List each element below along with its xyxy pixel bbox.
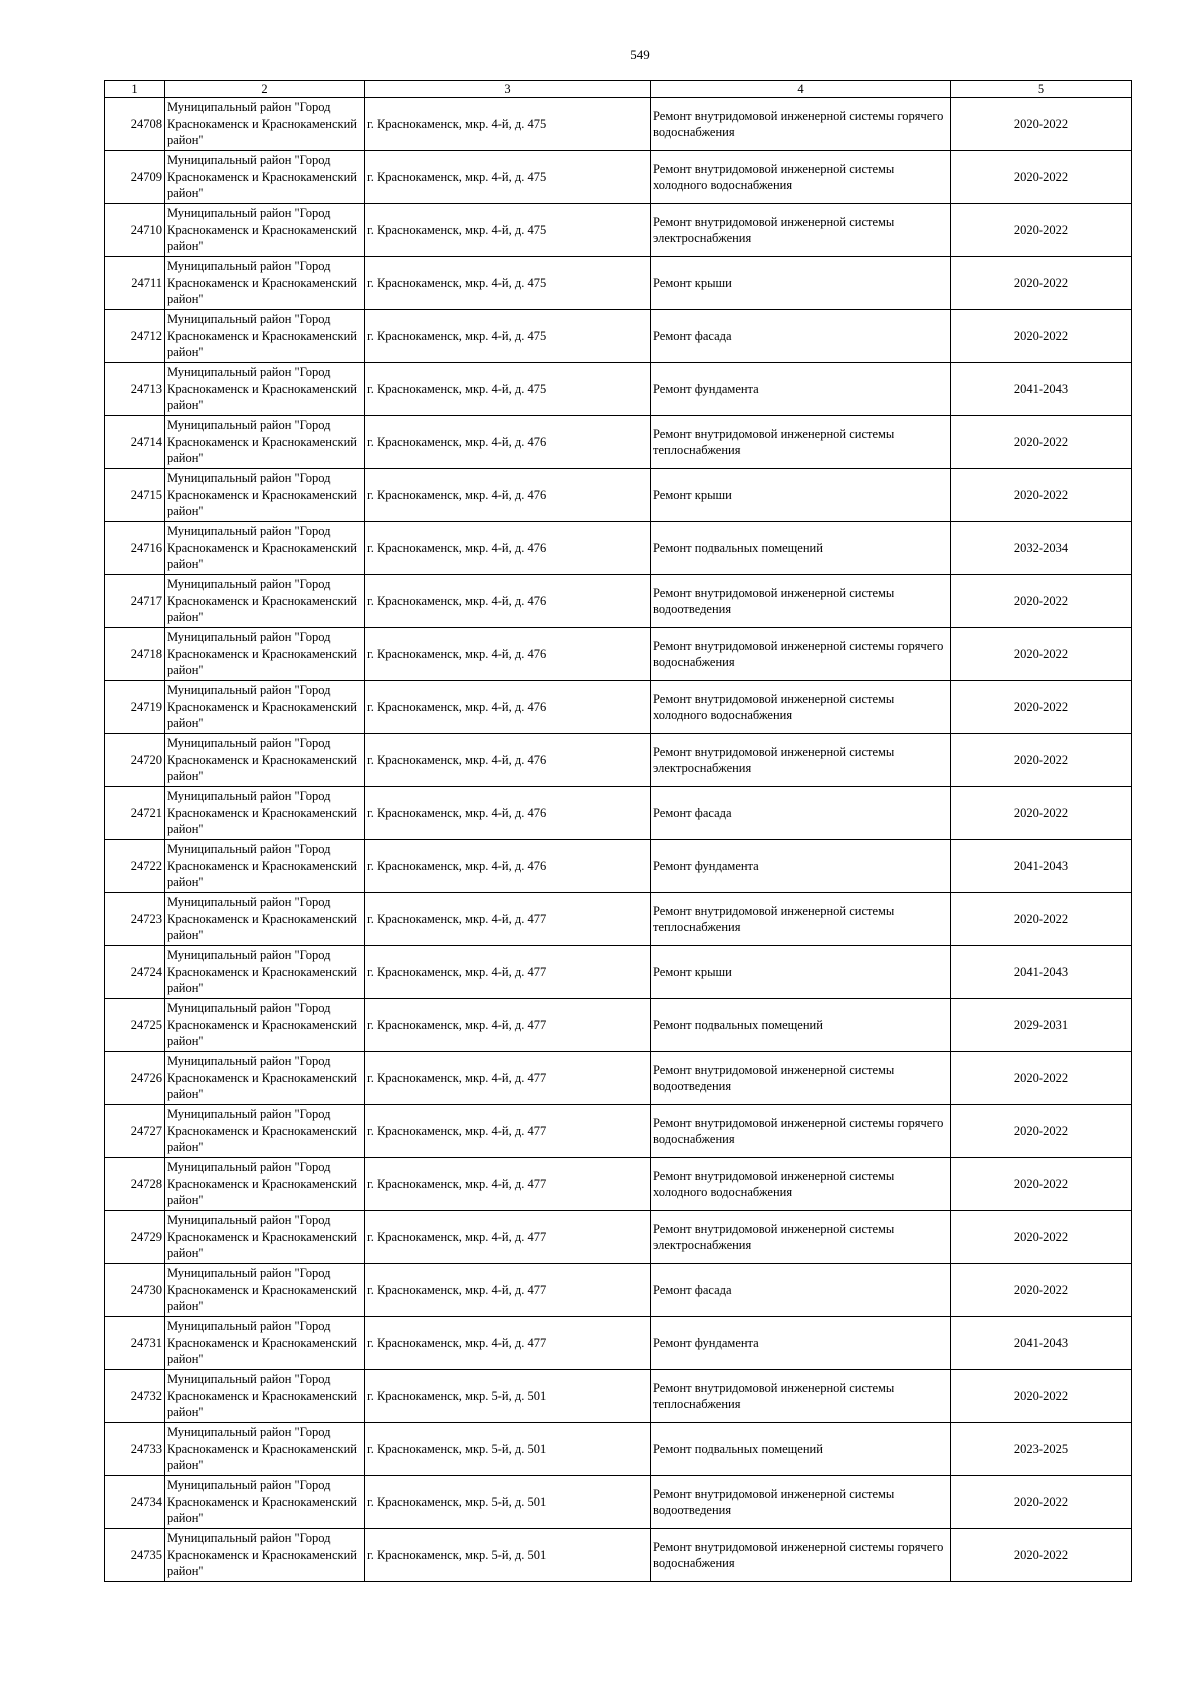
column-header-2: 2 [165, 81, 365, 98]
work-type-cell: Ремонт фасада [651, 310, 951, 363]
work-type-cell: Ремонт крыши [651, 469, 951, 522]
municipality-cell: Муниципальный район "Город Краснокаменск и Краснокаменский район" [165, 681, 365, 734]
address-cell: г. Краснокаменск, мкр. 4-й, д. 476 [365, 522, 651, 575]
row-number: 24729 [105, 1211, 165, 1264]
table-row [105, 1264, 1132, 1317]
period-cell: 2020-2022 [951, 204, 1132, 257]
address-cell: г. Краснокаменск, мкр. 5-й, д. 501 [365, 1370, 651, 1423]
table-row [105, 1370, 1132, 1423]
table-row [105, 628, 1132, 681]
period-cell: 2041-2043 [951, 363, 1132, 416]
municipality-cell: Муниципальный район "Город Краснокаменск и Краснокаменский район" [165, 1105, 365, 1158]
address-cell: г. Краснокаменск, мкр. 4-й, д. 477 [365, 1158, 651, 1211]
row-number: 24711 [105, 257, 165, 310]
municipality-cell: Муниципальный район "Город Краснокаменск и Краснокаменский район" [165, 98, 365, 151]
period-cell: 2020-2022 [951, 787, 1132, 840]
row-number: 24710 [105, 204, 165, 257]
work-type-cell: Ремонт внутридомовой инженерной системы холодного водоснабжения [651, 681, 951, 734]
table-row [105, 416, 1132, 469]
municipality-cell: Муниципальный район "Город Краснокаменск и Краснокаменский район" [165, 999, 365, 1052]
work-type-cell: Ремонт подвальных помещений [651, 999, 951, 1052]
address-cell: г. Краснокаменск, мкр. 4-й, д. 476 [365, 575, 651, 628]
work-type-cell: Ремонт внутридомовой инженерной системы электроснабжения [651, 1211, 951, 1264]
row-number: 24718 [105, 628, 165, 681]
address-cell: г. Краснокаменск, мкр. 5-й, д. 501 [365, 1476, 651, 1529]
work-type-cell: Ремонт фундамента [651, 1317, 951, 1370]
municipality-cell: Муниципальный район "Город Краснокаменск и Краснокаменский район" [165, 469, 365, 522]
table-row [105, 310, 1132, 363]
municipality-cell: Муниципальный район "Город Краснокаменск и Краснокаменский район" [165, 1264, 365, 1317]
row-number: 24733 [105, 1423, 165, 1476]
table-row [105, 1052, 1132, 1105]
address-cell: г. Краснокаменск, мкр. 4-й, д. 477 [365, 1052, 651, 1105]
work-type-cell: Ремонт крыши [651, 257, 951, 310]
table-row [105, 522, 1132, 575]
period-cell: 2020-2022 [951, 628, 1132, 681]
table-row [105, 204, 1132, 257]
row-number: 24709 [105, 151, 165, 204]
row-number: 24717 [105, 575, 165, 628]
period-cell: 2020-2022 [951, 1052, 1132, 1105]
work-type-cell: Ремонт внутридомовой инженерной системы водоотведения [651, 1052, 951, 1105]
work-type-cell: Ремонт крыши [651, 946, 951, 999]
table-row [105, 946, 1132, 999]
table-row [105, 1211, 1132, 1264]
row-number: 24732 [105, 1370, 165, 1423]
row-number: 24716 [105, 522, 165, 575]
address-cell: г. Краснокаменск, мкр. 4-й, д. 477 [365, 893, 651, 946]
table-row [105, 1476, 1132, 1529]
table-body [105, 98, 1132, 1582]
municipality-cell: Муниципальный район "Город Краснокаменск и Краснокаменский район" [165, 893, 365, 946]
row-number: 24715 [105, 469, 165, 522]
work-type-cell: Ремонт внутридомовой инженерной системы теплоснабжения [651, 1370, 951, 1423]
work-type-cell: Ремонт фасада [651, 787, 951, 840]
municipality-cell: Муниципальный район "Город Краснокаменск и Краснокаменский район" [165, 363, 365, 416]
municipality-cell: Муниципальный район "Город Краснокаменск и Краснокаменский район" [165, 257, 365, 310]
row-number: 24708 [105, 98, 165, 151]
period-cell: 2020-2022 [951, 1370, 1132, 1423]
period-cell: 2020-2022 [951, 1211, 1132, 1264]
address-cell: г. Краснокаменск, мкр. 4-й, д. 477 [365, 1105, 651, 1158]
work-type-cell: Ремонт внутридомовой инженерной системы теплоснабжения [651, 416, 951, 469]
row-number: 24713 [105, 363, 165, 416]
municipality-cell: Муниципальный район "Город Краснокаменск и Краснокаменский район" [165, 522, 365, 575]
period-cell: 2020-2022 [951, 1105, 1132, 1158]
period-cell: 2020-2022 [951, 310, 1132, 363]
row-number: 24721 [105, 787, 165, 840]
work-type-cell: Ремонт внутридомовой инженерной системы горячего водоснабжения [651, 98, 951, 151]
address-cell: г. Краснокаменск, мкр. 4-й, д. 475 [365, 257, 651, 310]
address-cell: г. Краснокаменск, мкр. 4-й, д. 475 [365, 310, 651, 363]
row-number: 24734 [105, 1476, 165, 1529]
table-row [105, 257, 1132, 310]
work-type-cell: Ремонт фундамента [651, 363, 951, 416]
municipality-cell: Муниципальный район "Город Краснокаменск и Краснокаменский район" [165, 1052, 365, 1105]
address-cell: г. Краснокаменск, мкр. 4-й, д. 476 [365, 681, 651, 734]
address-cell: г. Краснокаменск, мкр. 4-й, д. 476 [365, 840, 651, 893]
row-number: 24727 [105, 1105, 165, 1158]
municipality-cell: Муниципальный район "Город Краснокаменск и Краснокаменский район" [165, 1158, 365, 1211]
row-number: 24714 [105, 416, 165, 469]
table-row [105, 1158, 1132, 1211]
address-cell: г. Краснокаменск, мкр. 4-й, д. 475 [365, 151, 651, 204]
work-type-cell: Ремонт внутридомовой инженерной системы горячего водоснабжения [651, 628, 951, 681]
municipality-cell: Муниципальный район "Город Краснокаменск и Краснокаменский район" [165, 1317, 365, 1370]
table-row [105, 151, 1132, 204]
address-cell: г. Краснокаменск, мкр. 4-й, д. 477 [365, 946, 651, 999]
address-cell: г. Краснокаменск, мкр. 4-й, д. 477 [365, 999, 651, 1052]
column-header-1: 1 [105, 81, 165, 98]
table-row [105, 1423, 1132, 1476]
period-cell: 2023-2025 [951, 1423, 1132, 1476]
period-cell: 2020-2022 [951, 469, 1132, 522]
row-number: 24722 [105, 840, 165, 893]
period-cell: 2020-2022 [951, 575, 1132, 628]
period-cell: 2020-2022 [951, 1158, 1132, 1211]
work-type-cell: Ремонт фундамента [651, 840, 951, 893]
municipality-cell: Муниципальный район "Город Краснокаменск и Краснокаменский район" [165, 946, 365, 999]
work-type-cell: Ремонт внутридомовой инженерной системы горячего водоснабжения [651, 1105, 951, 1158]
row-number: 24719 [105, 681, 165, 734]
table-row [105, 98, 1132, 151]
table-row [105, 1105, 1132, 1158]
row-number: 24724 [105, 946, 165, 999]
municipality-cell: Муниципальный район "Город Краснокаменск и Краснокаменский район" [165, 840, 365, 893]
table-row [105, 1529, 1132, 1582]
table-row [105, 681, 1132, 734]
row-number: 24731 [105, 1317, 165, 1370]
municipality-cell: Муниципальный район "Город Краснокаменск и Краснокаменский район" [165, 1529, 365, 1582]
work-type-cell: Ремонт внутридомовой инженерной системы горячего водоснабжения [651, 1529, 951, 1582]
period-cell: 2020-2022 [951, 893, 1132, 946]
period-cell: 2032-2034 [951, 522, 1132, 575]
municipality-cell: Муниципальный район "Город Краснокаменск и Краснокаменский район" [165, 151, 365, 204]
table-row [105, 734, 1132, 787]
municipality-cell: Муниципальный район "Город Краснокаменск и Краснокаменский район" [165, 1476, 365, 1529]
row-number: 24720 [105, 734, 165, 787]
column-header-4: 4 [651, 81, 951, 98]
work-type-cell: Ремонт подвальных помещений [651, 522, 951, 575]
municipality-cell: Муниципальный район "Город Краснокаменск и Краснокаменский район" [165, 734, 365, 787]
address-cell: г. Краснокаменск, мкр. 4-й, д. 476 [365, 787, 651, 840]
period-cell: 2020-2022 [951, 1476, 1132, 1529]
column-header-3: 3 [365, 81, 651, 98]
address-cell: г. Краснокаменск, мкр. 4-й, д. 476 [365, 416, 651, 469]
period-cell: 2020-2022 [951, 257, 1132, 310]
table-row [105, 999, 1132, 1052]
period-cell: 2020-2022 [951, 1264, 1132, 1317]
work-type-cell: Ремонт внутридомовой инженерной системы холодного водоснабжения [651, 1158, 951, 1211]
work-type-cell: Ремонт внутридомовой инженерной системы электроснабжения [651, 204, 951, 257]
period-cell: 2041-2043 [951, 1317, 1132, 1370]
page-number: 549 [630, 47, 650, 62]
work-type-cell: Ремонт подвальных помещений [651, 1423, 951, 1476]
row-number: 24730 [105, 1264, 165, 1317]
address-cell: г. Краснокаменск, мкр. 4-й, д. 477 [365, 1317, 651, 1370]
work-type-cell: Ремонт фасада [651, 1264, 951, 1317]
table-row [105, 840, 1132, 893]
period-cell: 2020-2022 [951, 681, 1132, 734]
row-number: 24723 [105, 893, 165, 946]
address-cell: г. Краснокаменск, мкр. 4-й, д. 476 [365, 734, 651, 787]
address-cell: г. Краснокаменск, мкр. 4-й, д. 476 [365, 628, 651, 681]
period-cell: 2041-2043 [951, 840, 1132, 893]
address-cell: г. Краснокаменск, мкр. 5-й, д. 501 [365, 1529, 651, 1582]
address-cell: г. Краснокаменск, мкр. 4-й, д. 477 [365, 1264, 651, 1317]
period-cell: 2020-2022 [951, 151, 1132, 204]
address-cell: г. Краснокаменск, мкр. 4-й, д. 475 [365, 98, 651, 151]
period-cell: 2020-2022 [951, 1529, 1132, 1582]
row-number: 24725 [105, 999, 165, 1052]
work-type-cell: Ремонт внутридомовой инженерной системы теплоснабжения [651, 893, 951, 946]
period-cell: 2020-2022 [951, 734, 1132, 787]
address-cell: г. Краснокаменск, мкр. 4-й, д. 475 [365, 204, 651, 257]
municipality-cell: Муниципальный район "Город Краснокаменск и Краснокаменский район" [165, 1211, 365, 1264]
header-row [105, 81, 1132, 98]
row-number: 24735 [105, 1529, 165, 1582]
address-cell: г. Краснокаменск, мкр. 4-й, д. 475 [365, 363, 651, 416]
table-row [105, 1317, 1132, 1370]
period-cell: 2041-2043 [951, 946, 1132, 999]
municipality-cell: Муниципальный район "Город Краснокаменск и Краснокаменский район" [165, 628, 365, 681]
period-cell: 2020-2022 [951, 98, 1132, 151]
municipality-cell: Муниципальный район "Город Краснокаменск и Краснокаменский район" [165, 787, 365, 840]
municipality-cell: Муниципальный район "Город Краснокаменск и Краснокаменский район" [165, 1370, 365, 1423]
work-type-cell: Ремонт внутридомовой инженерной системы холодного водоснабжения [651, 151, 951, 204]
work-type-cell: Ремонт внутридомовой инженерной системы электроснабжения [651, 734, 951, 787]
address-cell: г. Краснокаменск, мкр. 5-й, д. 501 [365, 1423, 651, 1476]
address-cell: г. Краснокаменск, мкр. 4-й, д. 476 [365, 469, 651, 522]
register-table [104, 80, 1132, 1582]
table-row [105, 893, 1132, 946]
column-header-5: 5 [951, 81, 1132, 98]
table-row [105, 787, 1132, 840]
period-cell: 2029-2031 [951, 999, 1132, 1052]
row-number: 24712 [105, 310, 165, 363]
row-number: 24726 [105, 1052, 165, 1105]
work-type-cell: Ремонт внутридомовой инженерной системы водоотведения [651, 1476, 951, 1529]
municipality-cell: Муниципальный район "Город Краснокаменск и Краснокаменский район" [165, 310, 365, 363]
table-row [105, 363, 1132, 416]
municipality-cell: Муниципальный район "Город Краснокаменск и Краснокаменский район" [165, 204, 365, 257]
table-row [105, 575, 1132, 628]
table-row [105, 469, 1132, 522]
address-cell: г. Краснокаменск, мкр. 4-й, д. 477 [365, 1211, 651, 1264]
municipality-cell: Муниципальный район "Город Краснокаменск и Краснокаменский район" [165, 575, 365, 628]
work-type-cell: Ремонт внутридомовой инженерной системы водоотведения [651, 575, 951, 628]
table-header [105, 81, 1132, 98]
municipality-cell: Муниципальный район "Город Краснокаменск и Краснокаменский район" [165, 1423, 365, 1476]
period-cell: 2020-2022 [951, 416, 1132, 469]
row-number: 24728 [105, 1158, 165, 1211]
municipality-cell: Муниципальный район "Город Краснокаменск и Краснокаменский район" [165, 416, 365, 469]
